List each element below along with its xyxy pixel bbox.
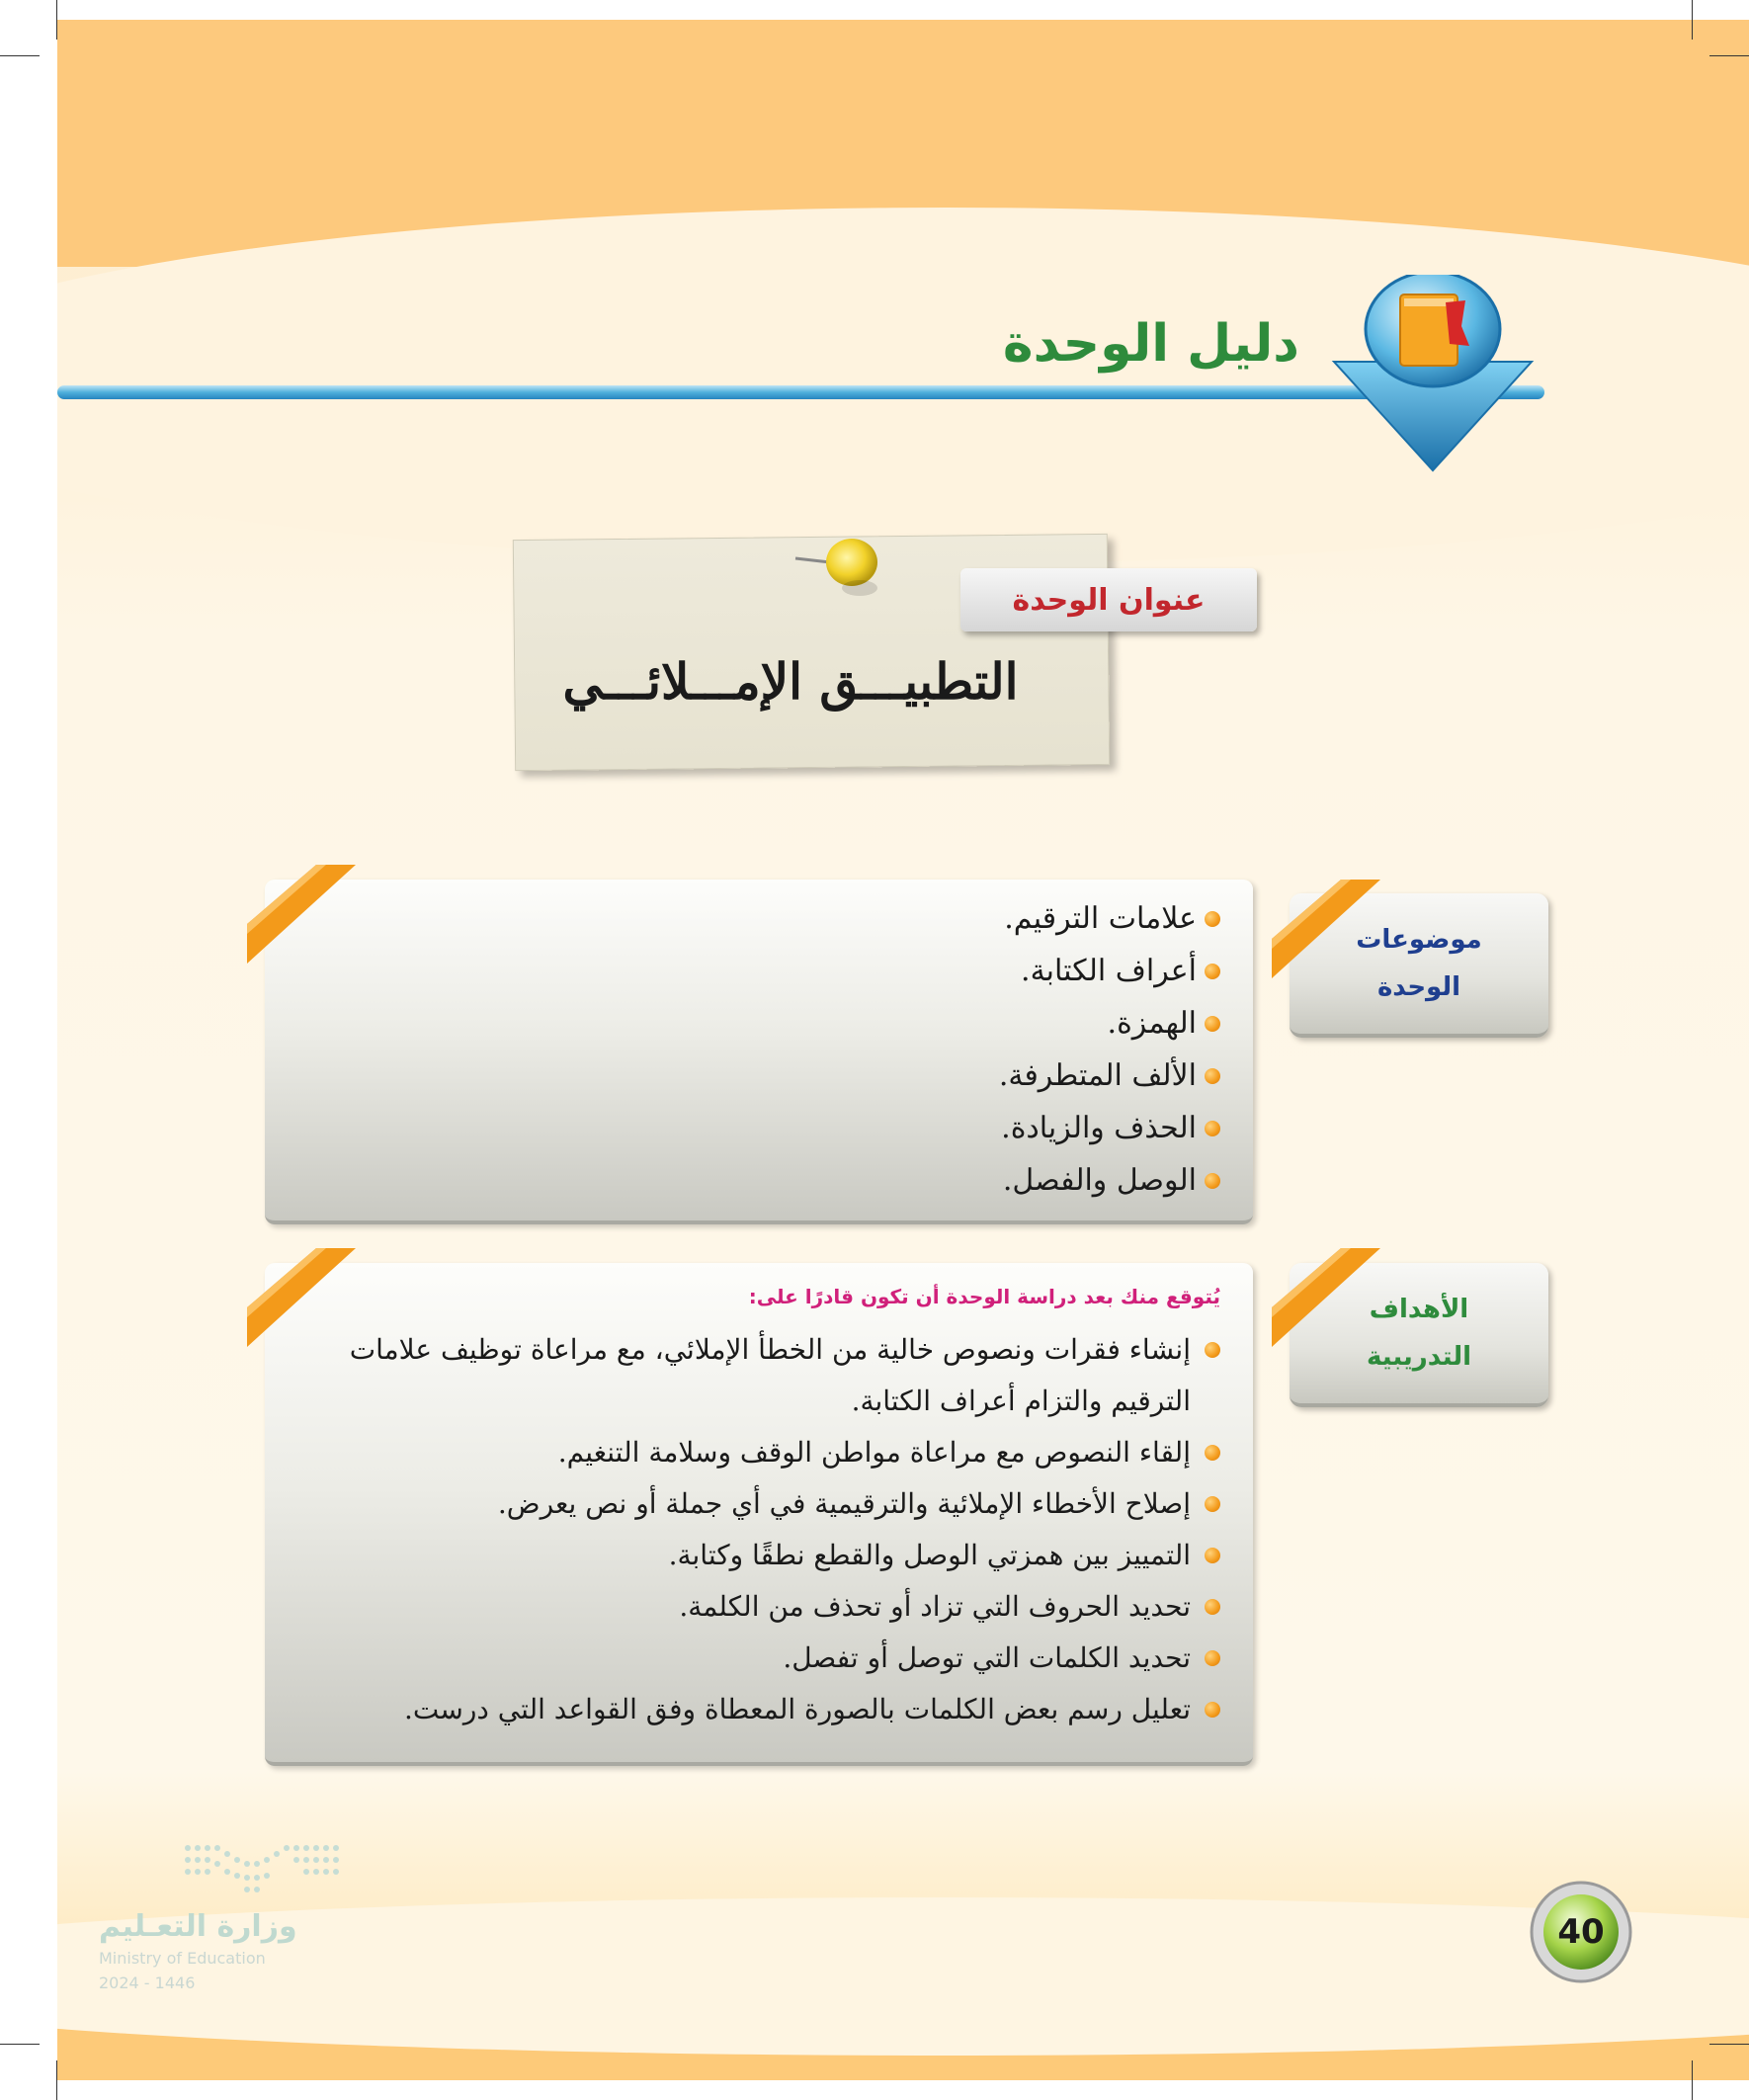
bullet-icon	[1205, 911, 1220, 927]
bullet-icon	[1205, 1016, 1220, 1032]
ribbon-icon	[1272, 1248, 1410, 1357]
ribbon-icon	[1272, 880, 1410, 988]
goals-intro: يُتوقع منك بعد دراسة الوحدة أن تكون قادرًا على:	[748, 1285, 1220, 1308]
crop-mark	[0, 55, 40, 56]
crop-mark	[0, 2044, 40, 2045]
list-item: تحديد الحروف التي تزاد أو تحذف من الكلمة.	[262, 1581, 1220, 1633]
list-item: أعراف الكتابة.	[529, 945, 1220, 997]
pushpin-icon	[791, 529, 889, 608]
ministry-name-en: Ministry of Education	[99, 1949, 266, 1968]
topics-list	[529, 892, 1220, 1207]
ministry-name-ar: وزارة التعـليم	[99, 1909, 297, 1944]
page-title: دليل الوحدة	[1002, 314, 1299, 374]
ministry-year: 2024 - 1446	[99, 1974, 196, 1992]
list-item: إنشاء فقرات ونصوص خالية من الخطأ الإملائي، مع مراعاة توظيف علامات الترقيم والتزام أعراف الكتابة.	[262, 1324, 1220, 1427]
bullet-icon	[1205, 1342, 1220, 1358]
crop-mark	[1709, 2044, 1749, 2045]
list-item: الحذف والزيادة.	[529, 1102, 1220, 1154]
bullet-icon	[1205, 1173, 1220, 1189]
bullet-icon	[1205, 964, 1220, 979]
goals-list	[262, 1324, 1220, 1735]
list-item: تحديد الكلمات التي توصل أو تفصل.	[262, 1633, 1220, 1684]
bullet-icon	[1205, 1068, 1220, 1084]
page-number: 40	[1557, 1912, 1605, 1952]
crop-mark	[1709, 55, 1749, 56]
list-item: علامات الترقيم.	[529, 892, 1220, 945]
list-item: التمييز بين همزتي الوصل والقطع نطقًا وكتابة.	[262, 1530, 1220, 1581]
topics-label-line1: موضوعات	[1356, 925, 1482, 955]
unit-title-tag: عنوان الوحدة	[960, 568, 1257, 631]
goals-label-line1: الأهداف	[1369, 1295, 1469, 1324]
list-item: تعليل رسم بعض الكلمات بالصورة المعطاة وفق القواعد التي درست.	[262, 1684, 1220, 1735]
crop-mark	[1692, 2060, 1693, 2100]
bullet-icon	[1205, 1650, 1220, 1666]
bullet-icon	[1205, 1121, 1220, 1136]
bullet-icon	[1205, 1445, 1220, 1461]
bullet-icon	[1205, 1702, 1220, 1718]
list-item: الألف المتطرفة.	[529, 1050, 1220, 1102]
list-item: إصلاح الأخطاء الإملائية والترقيمية في أي جملة أو نص يعرض.	[262, 1478, 1220, 1530]
ribbon-icon	[247, 865, 385, 973]
crop-mark	[56, 0, 57, 40]
list-item: الوصل والفصل.	[529, 1154, 1220, 1207]
bullet-icon	[1205, 1548, 1220, 1563]
unit-title: التطبيـــق الإمـــلائـــي	[562, 652, 1019, 711]
book-badge-icon	[1329, 275, 1537, 472]
header-rule	[57, 385, 1544, 399]
crop-mark	[1692, 0, 1693, 40]
topics-label-line2: الوحدة	[1376, 972, 1461, 1002]
crop-mark	[56, 2060, 57, 2100]
list-item: الهمزة.	[529, 997, 1220, 1050]
bullet-icon	[1205, 1599, 1220, 1615]
list-item: إلقاء النصوص مع مراعاة مواطن الوقف وسلامة التنغيم.	[262, 1427, 1220, 1478]
bullet-icon	[1205, 1496, 1220, 1512]
goals-label-line2: التدريبية	[1366, 1342, 1472, 1372]
